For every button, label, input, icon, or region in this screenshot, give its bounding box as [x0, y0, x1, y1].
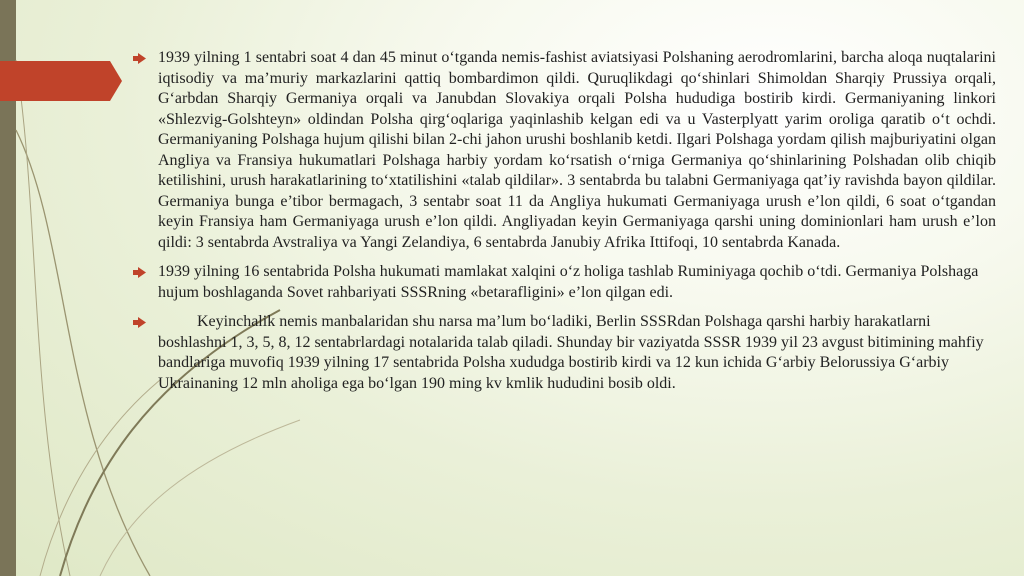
title-accent-tab [0, 61, 122, 101]
arrow-right-icon [133, 317, 146, 328]
paragraph-text: Keyinchalik nemis manbalaridan shu narsa ma’lum bo‘ladiki, Berlin SSSRdan Polshaga qarshi harbiy harakatlarni boshlashni 1, 3, 5, 8, 12 sentabrlardagi notalarida talab qiladi. Shunday bir vaziyatda SSSR 1939 yil 23 avgust bitimining mahfiy bandlariga muvofiq 1939 yilning 17 sentabrida Polsha xududga bostirib kirdi va 12 kun ichida G‘arbiy Belorussiya G‘arbiy Ukrainaning 12 mln aholiga ega bo‘lgan 190 ming kv kmlik hududini bosib oldi. [158, 313, 984, 392]
bullet-paragraph-1 [133, 48, 996, 253]
arrow-right-icon [133, 267, 146, 278]
slide-content [133, 48, 996, 394]
bullet-paragraph-3 [133, 312, 996, 394]
arrow-right-icon [133, 53, 146, 64]
paragraph-text: 1939 yilning 1 sentabri soat 4 dan 45 minut o‘tganda nemis-fashist aviatsiyasi Polshaning aerodromlarini, barcha aloqa nuqtalarini iqtisodiy va ma’muriy markazlarini qattiq bombardimon qildi. Quruqlikdagi qo‘shinlari Shimoldan Sharqiy Prussiya orqali, G‘arbdan Sharqiy Germaniya orqali va Janubdan Slovakiya orqali Polsha hududiga bostirib kirdi. Germaniyaning linkori «Shlezvig-Golshteyn» oldindan Polsha qirg‘oqlariga yaqinlashib kelgan edi va u Vasterplyatt yarim oroliga qaratib o‘t ochdi. Germaniyaning Polshaga hujum qilishi bilan 2-chi jahon urushi boshlanib ketdi. Ilgari Polshaga yordam qilish majburiyatini olgan Angliya va Fransiya hukumatlari Polshaga harbiy yordam ko‘rsatish o‘rniga Germaniya qo‘shinlarining Polshadan olib chiqib ketilishini, urush harakatlarining to‘xtatilishini «talab qildilar». 3 sentabrda bu talabni Germaniyaga qat’iy ravishda bayon qildilar. Germaniya bunga e’tibor bermagach, 3 sentabr soat 11 da Angliya hukumati Germaniyaga urush e’lon qildi, 6 soat o‘tgandan keyin Fransiya ham Germaniyaga urush e’lon qildi. Angliyadan keyin Germaniyaga qarshi uning dominionlari ham urush e’lon qildi: 3 sentabrda Avstraliya va Yangi Zelandiya, 6 sentabrda Janubiy Afrika Ittifoqi, 10 sentabrda Kanada. [158, 49, 996, 251]
bullet-paragraph-2 [133, 262, 996, 303]
paragraph-indent [158, 313, 197, 330]
paragraph-text: 1939 yilning 16 sentabrida Polsha hukumati mamlakat xalqini o‘z holiga tashlab Ruminiyaga qochib o‘tdi. Germaniya Polshaga hujum boshlaganda Sovet rahbariyati SSSRning «betarafligini» e’lon qilgan edi. [158, 263, 979, 301]
